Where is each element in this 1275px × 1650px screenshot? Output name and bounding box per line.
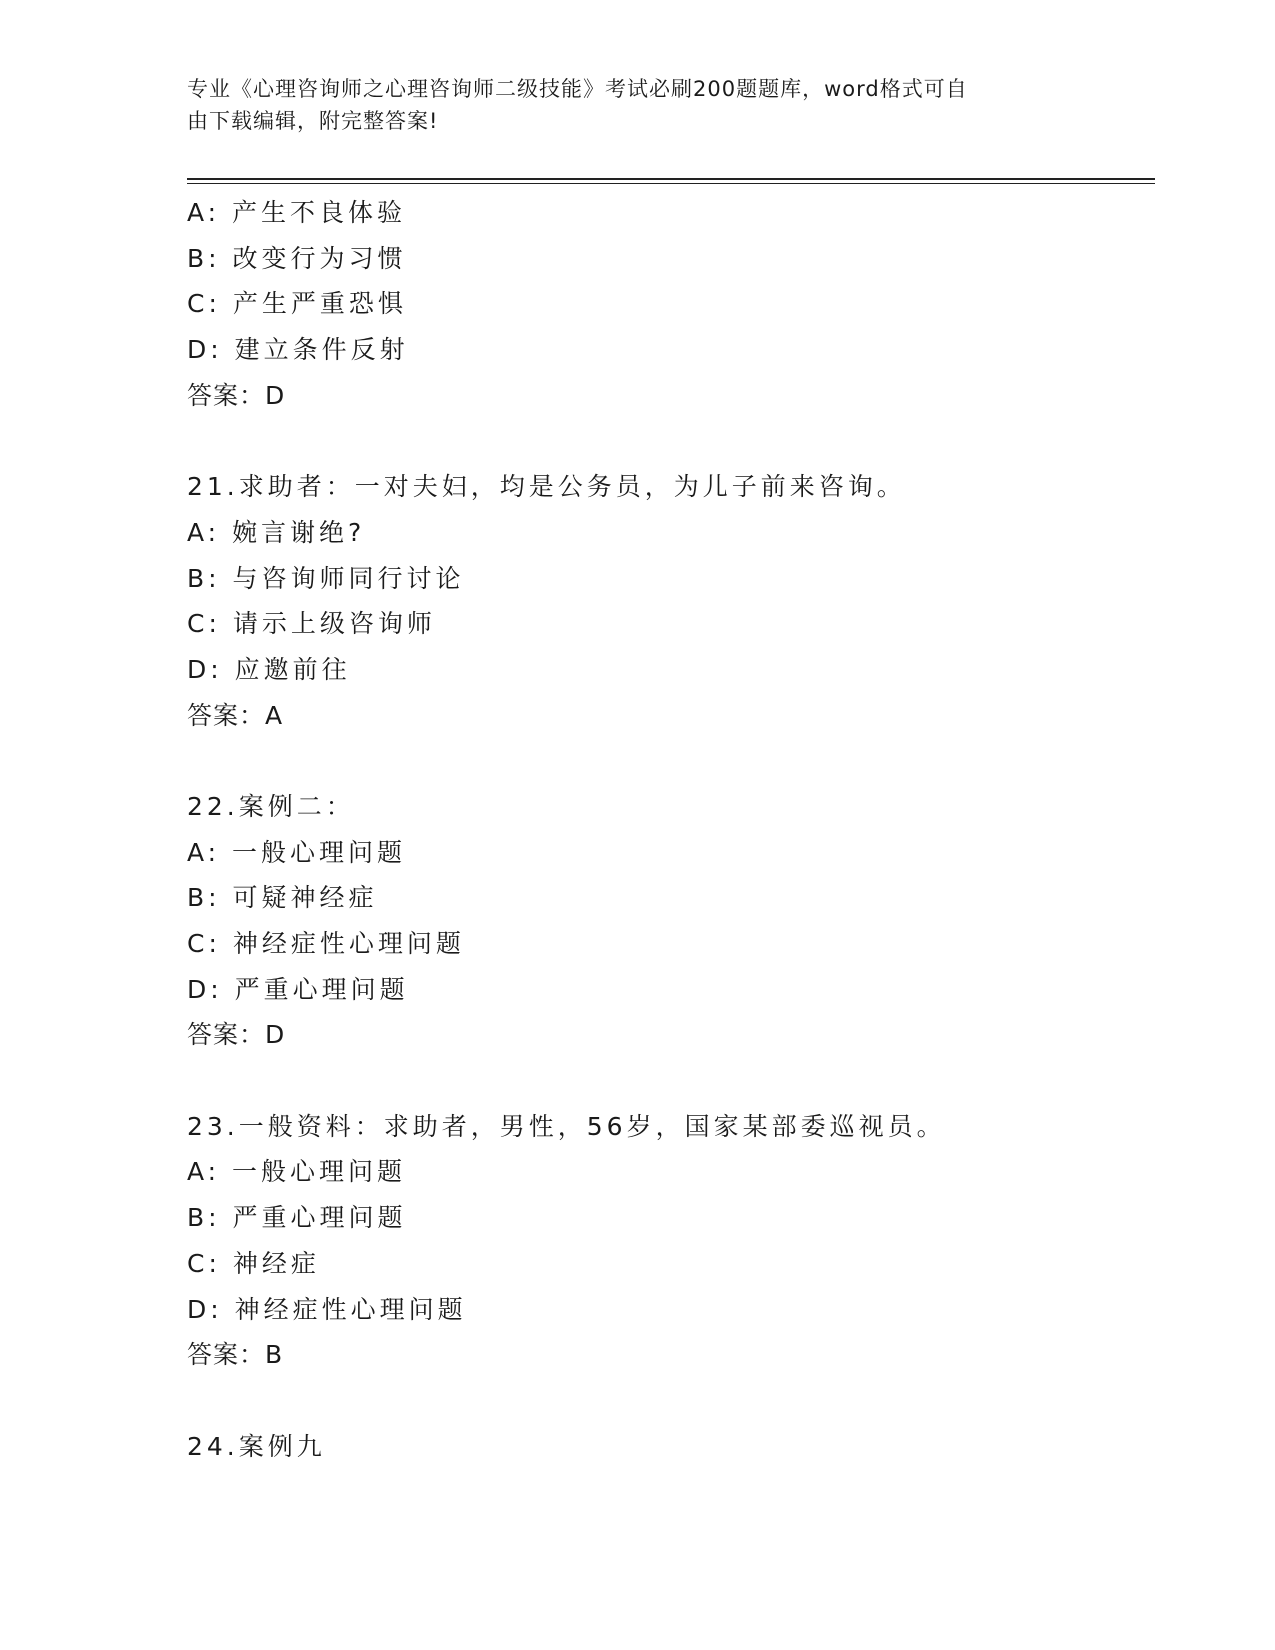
question-stem: 23.一般资料：求助者，男性，56岁，国家某部委巡视员。 [187, 1111, 946, 1141]
option-a: A: 产生不良体验 [187, 198, 407, 227]
option-d: D: 神经症性心理问题 [187, 1294, 467, 1324]
question-block-22 [187, 784, 1155, 1058]
option-c: C: 神经症性心理问题 [187, 929, 465, 958]
question-block-fragment [187, 190, 1155, 418]
header-divider-thick [187, 178, 1155, 180]
question-stem: 24.案例九 [187, 1431, 326, 1461]
option-a: A: 一般心理问题 [187, 837, 407, 867]
answer-line: 答案：B [187, 1340, 284, 1370]
option-a: A: 婉言谢绝? [187, 517, 366, 547]
question-block-24 [187, 1424, 1155, 1470]
header-divider-thin [187, 183, 1155, 184]
answer-line: 答案：D [187, 380, 286, 410]
document-header [187, 73, 1077, 137]
option-b: B: 严重心理问题 [187, 1203, 407, 1233]
spacer [187, 1378, 1155, 1424]
option-c: C: 产生严重恐惧 [187, 289, 407, 319]
answer-line: 答案：A [187, 700, 284, 730]
question-list [187, 190, 1155, 1469]
question-block-21 [187, 464, 1155, 738]
question-stem: 21.求助者：一对夫妇，均是公务员，为儿子前来咨询。 [187, 472, 906, 502]
option-b: B: 改变行为习惯 [187, 243, 407, 273]
spacer [187, 1058, 1155, 1104]
option-d: D: 应邀前往 [187, 654, 351, 684]
option-d: D: 严重心理问题 [187, 974, 409, 1004]
header-line-2: 由下载编辑，附完整答案! [187, 109, 439, 133]
spacer [187, 738, 1155, 784]
option-c: C: 请示上级咨询师 [187, 609, 436, 639]
question-block-23 [187, 1104, 1155, 1378]
question-stem: 22.案例二： [187, 791, 355, 821]
header-line-1: 专业《心理咨询师之心理咨询师二级技能》考试必刷200题题库，word格式可自 [187, 77, 968, 101]
option-b: B: 可疑神经症 [187, 883, 378, 913]
spacer [187, 418, 1155, 464]
option-b: B: 与咨询师同行讨论 [187, 563, 465, 593]
option-c: C: 神经症 [187, 1248, 320, 1278]
option-d: D: 建立条件反射 [187, 335, 409, 365]
option-a: A: 一般心理问题 [187, 1157, 407, 1187]
answer-line: 答案：D [187, 1020, 286, 1050]
